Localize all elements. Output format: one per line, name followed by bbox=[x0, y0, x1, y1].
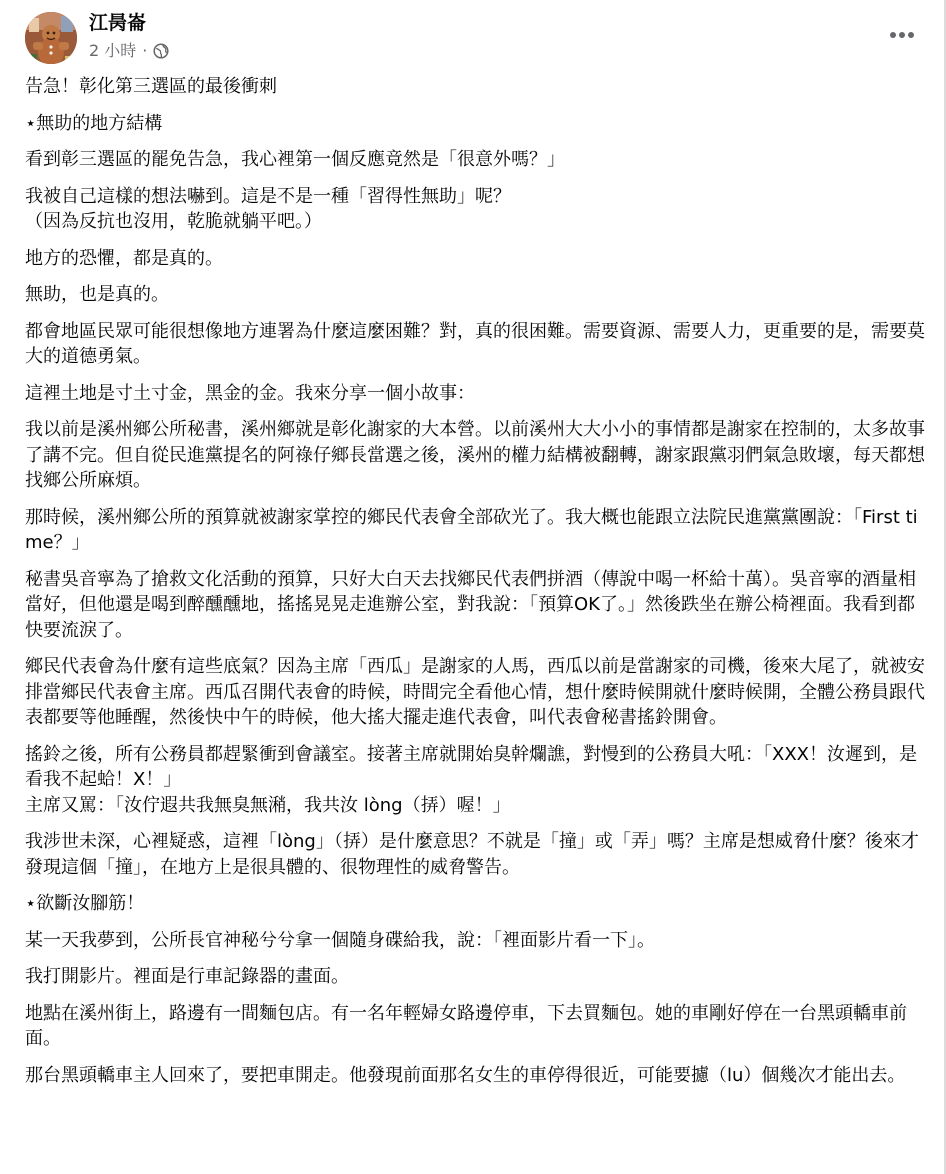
section-heading: ⋆欲斷汝腳筋！ bbox=[25, 893, 145, 914]
post-paragraph: 我涉世未深，心裡疑惑，這裡「lòng」（挵）是什麼意思？不就是「撞」或「弄」嗎？主席是想威脅什麼？後來才發現這個「撞」，在地方上是很具體的、很物理性的威脅警告。 bbox=[25, 831, 919, 878]
post-paragraph: 無助，也是真的。 bbox=[25, 284, 169, 305]
post-body bbox=[25, 74, 925, 1099]
post-title: 告急！彰化第三選區的最後衝刺 bbox=[25, 76, 277, 97]
author-name[interactable]: 江昺崙 bbox=[89, 12, 147, 34]
post-paragraph: 都會地區民眾可能很想像地方連署為什麼這麼困難？對，真的很困難。需要資源、需要人力，更重要的是，需要莫大的道德勇氣。 bbox=[25, 320, 925, 367]
section-heading: ⋆無助的地方結構 bbox=[25, 112, 163, 134]
more-options-icon bbox=[890, 32, 896, 38]
post-paragraph: 秘書吳音寧為了搶救文化活動的預算，只好大白天去找鄉民代表們拼酒（傳說中喝一杯給十萬）。吳音寧的酒量相當好，但他還是喝到醉醺醺地，搖搖晃晃走進辦公室，對我說：「預算OK了。」然後跌坐在辦公椅裡面。我看到都快要流淚了。 bbox=[25, 568, 916, 641]
post-meta bbox=[89, 40, 169, 62]
meta-separator: · bbox=[142, 41, 148, 60]
post-paragraph: 我被自己這樣的想法嚇到。這是不是一種「習得性無助」呢？ （因為反抗也沒用，乾脆就躺平吧。） bbox=[25, 185, 511, 232]
avatar-image bbox=[25, 12, 77, 64]
more-options-icon bbox=[899, 32, 905, 38]
more-options-button[interactable] bbox=[884, 20, 920, 50]
post-header bbox=[0, 0, 946, 70]
post-paragraph: 我打開影片。裡面是行車記錄器的畫面。 bbox=[25, 966, 349, 987]
post-paragraph: 這裡土地是寸土寸金，黑金的金。我來分享一個小故事： bbox=[25, 382, 475, 404]
post-paragraph: 搖鈴之後，所有公務員都趕緊衝到會議室。接著主席就開始臭幹爛譙，對慢到的公務員大吼：「XXX！汝遲到，是看我不起蛤！X！」 主席又罵：「汝佇遐共我無臭無潲，我共汝 lòng（挵）喔！」 bbox=[25, 743, 917, 816]
post-paragraph: 看到彰三選區的罷免告急，我心裡第一個反應竟然是「很意外嗎？」 bbox=[25, 149, 565, 170]
post-paragraph: 我以前是溪州鄉公所秘書，溪州鄉就是彰化謝家的大本營。以前溪州大大小小的事情都是謝家在控制的，太多故事了講不完。但自從民進黨提名的阿祿仔鄉長當選之後，溪州的權力結構被翻轉，謝家跟黨羽們氣急敗壞，每天都想找鄉公所麻煩。 bbox=[25, 419, 925, 491]
post-paragraph: 地點在溪州街上，路邊有一間麵包店。有一名年輕婦女路邊停車，下去買麵包。她的車剛好停在一台黑頭轎車前面。 bbox=[25, 1002, 907, 1049]
post-paragraph: 那時候，溪州鄉公所的預算就被謝家掌控的鄉民代表會全部砍光了。我大概也能跟立法院民進黨黨團說：「First time？」 bbox=[25, 506, 918, 553]
post-paragraph: 鄉民代表會為什麼有這些底氣？因為主席「西瓜」是謝家的人馬，西瓜以前是當謝家的司機，後來大尾了，就被安排當鄉民代表會主席。西瓜召開代表會的時候，時間完全看他心情，想什麼時候開就什麼時候開，全體公務員跟代表都要等他睡醒，然後快中午的時候，他大搖大擺走進代表會，叫代表會秘書搖鈴開會。 bbox=[25, 656, 925, 728]
post-paragraph: 某一天我夢到，公所長官神秘兮兮拿一個隨身碟給我，說：「裡面影片看一下」。 bbox=[25, 929, 655, 951]
post-time[interactable]: 2 小時 bbox=[89, 41, 137, 60]
globe-icon[interactable] bbox=[153, 43, 169, 59]
post-paragraph: 地方的恐懼，都是真的。 bbox=[25, 247, 223, 269]
post-paragraph: 那台黑頭轎車主人回來了，要把車開走。他發現前面那名女生的車停得很近，可能要攄（lu）個幾次才能出去。 bbox=[25, 1064, 906, 1086]
avatar[interactable] bbox=[25, 12, 77, 64]
more-options-icon bbox=[908, 32, 914, 38]
